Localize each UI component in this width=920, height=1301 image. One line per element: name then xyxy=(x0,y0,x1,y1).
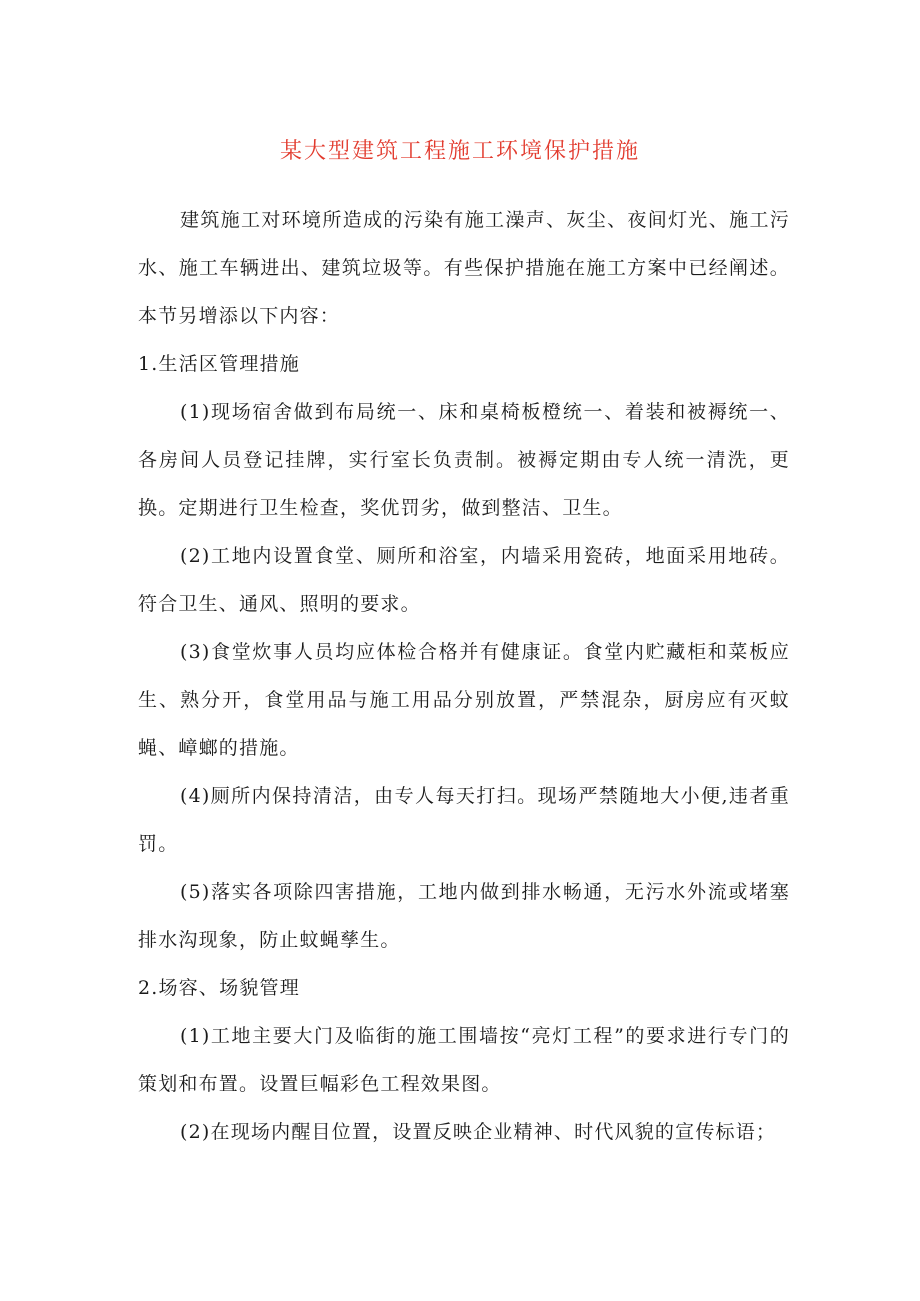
document-title: 某大型建筑工程施工环境保护措施 xyxy=(279,139,640,164)
document-body xyxy=(138,196,790,1156)
section-1-item-4: (4)厕所内保持清洁，由专人每天打扫。现场严禁随地大小便,违者重罚。 xyxy=(138,785,790,855)
section-2-heading: 2.场容、场貌管理 xyxy=(138,977,300,999)
section-1-item-2: (2)工地内设置食堂、厕所和浴室，内墙采用瓷砖，地面采用地砖。符合卫生、通风、照明的要求。 xyxy=(138,545,790,615)
section-1-heading: 1.生活区管理措施 xyxy=(138,353,300,375)
section-1-item-1: (1)现场宿舍做到布局统一、床和桌椅板橙统一、着装和被褥统一、各房间人员登记挂牌，实行室长负责制。被褥定期由专人统一清洗，更换。定期进行卫生检查，奖优罚劣，做到整洁、卫生。 xyxy=(138,401,790,519)
intro-paragraph: 建筑施工对环境所造成的污染有施工澡声、灰尘、夜间灯光、施工污水、施工车辆进出、建筑垃圾等。有些保护措施在施工方案中已经阐述。本节另增添以下内容： xyxy=(138,209,790,327)
section-2-item-2: (2)在现场内醒目位置，设置反映企业精神、时代风貌的宣传标语； xyxy=(180,1121,777,1143)
section-1-item-3: (3)食堂炊事人员均应体检合格并有健康证。食堂内贮藏柜和菜板应生、熟分开，食堂用品与施工用品分别放置，严禁混杂，厨房应有灭蚊蝇、嶂螂的措施。 xyxy=(138,641,790,759)
section-2-item-1: (1)工地主要大门及临街的施工围墙按“亮灯工程”的要求进行专门的策划和布置。设置巨幅彩色工程效果图。 xyxy=(138,1025,790,1095)
section-1-item-5: (5)落实各项除四害措施，工地内做到排水畅通，无污水外流或堵塞排水沟现象，防止蚊蝇孳生。 xyxy=(138,881,790,951)
